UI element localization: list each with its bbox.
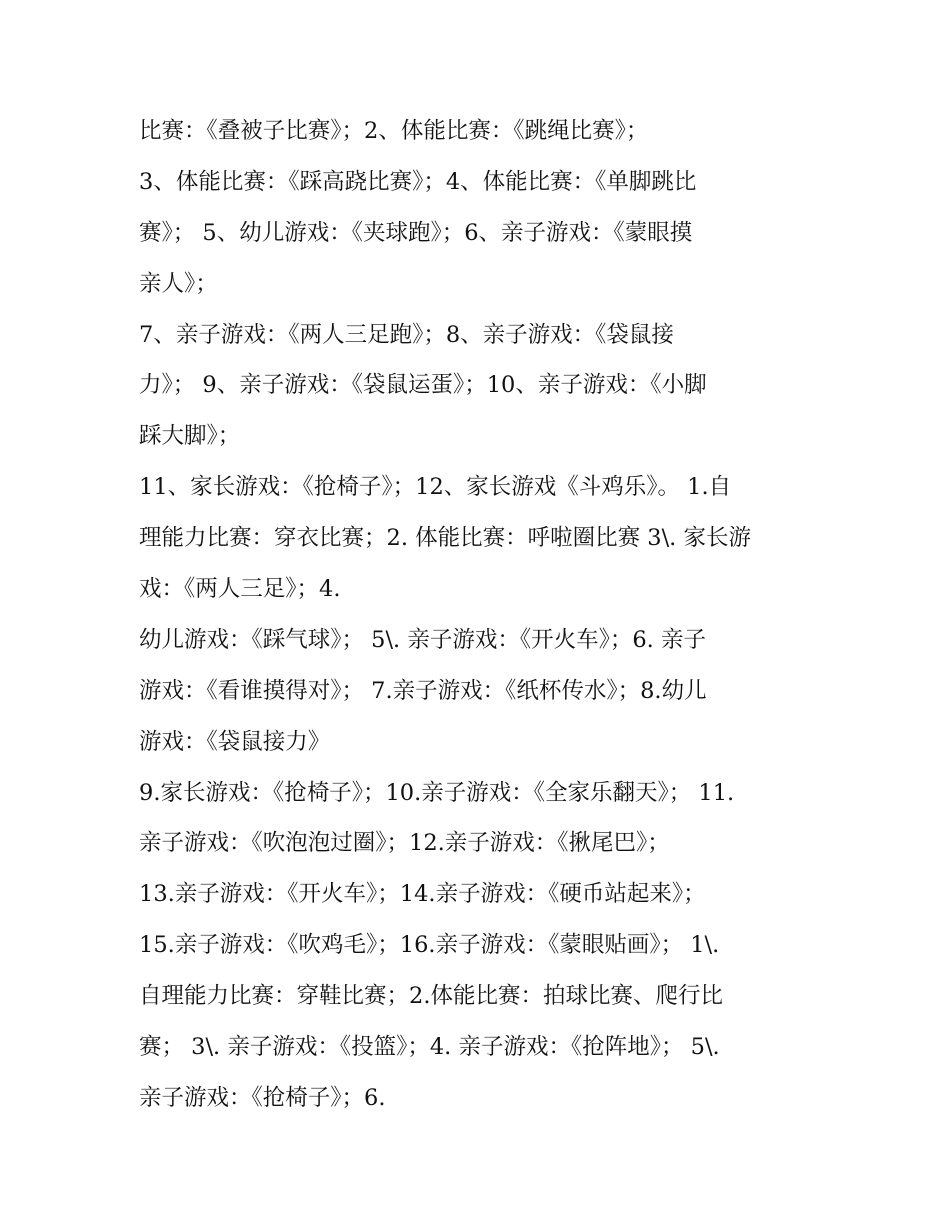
text-line: 11、家长游戏：《抢椅子》；12、家长游戏《斗鸡乐》。 1.自 (139, 474, 732, 501)
text-line: 7、亲子游戏：《两人三足跑》；8、亲子游戏：《袋鼠接 (139, 321, 674, 348)
text-line: 赛》； 5、幼儿游戏：《夹球跑》；6、亲子游戏：《蒙眼摸 (139, 219, 693, 246)
text-line: 踩大脚》； (139, 423, 241, 450)
text-line: 15.亲子游戏：《吹鸡毛》；16.亲子游戏：《蒙眼贴画》； 1\. (139, 932, 720, 959)
text-line: 幼儿游戏：《踩气球》； 5\. 亲子游戏：《开火车》；6. 亲子 (139, 626, 706, 653)
text-line: 9.家长游戏：《抢椅子》；10.亲子游戏：《全家乐翻天》； 11. (139, 779, 735, 806)
text-line: 亲人》； (139, 270, 218, 297)
text-line: 自理能力比赛：穿鞋比赛；2.体能比赛：拍球比赛、爬行比 (139, 983, 723, 1010)
text-line: 力》； 9、亲子游戏：《袋鼠运蛋》；10、亲子游戏：《小脚 (139, 372, 707, 399)
text-line: 游戏：《看谁摸得对》； 7.亲子游戏：《纸杯传水》；8.幼儿 (139, 677, 707, 704)
text-line: 游戏：《袋鼠接力》 (139, 728, 331, 755)
text-line: 亲子游戏：《抢椅子》；6. (139, 1084, 386, 1111)
text-line: 3、体能比赛：《踩高跷比赛》；4、体能比赛：《单脚跳比 (139, 168, 697, 195)
text-line: 亲子游戏：《吹泡泡过圈》；12.亲子游戏：《揪尾巴》； (139, 830, 670, 857)
text-line: 理能力比赛：穿衣比赛；2. 体能比赛：呼啦圈比赛 3\. 家长游 (139, 525, 751, 552)
text-line: 比赛：《叠被子比赛》；2、体能比赛：《跳绳比赛》； (139, 118, 649, 144)
text-line: 赛； 3\. 亲子游戏：《投篮》；4. 亲子游戏：《抢阵地》； 5\. (139, 1034, 720, 1061)
document-body (139, 106, 829, 1124)
text-line: 13.亲子游戏：《开火车》；14.亲子游戏：《硬币站起来》； (139, 881, 706, 908)
text-line: 戏：《两人三足》；4. (139, 576, 341, 603)
